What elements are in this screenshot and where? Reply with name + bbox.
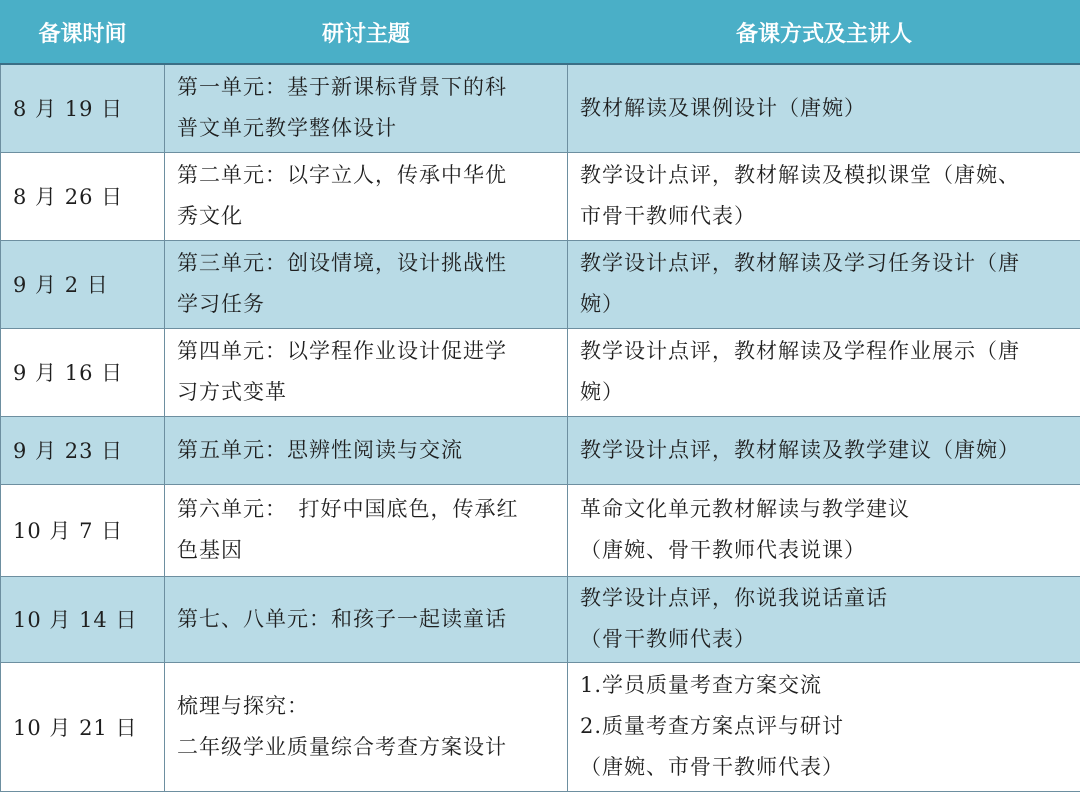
method-cell: [568, 152, 1080, 240]
date-cell: 8 月 19 日: [1, 64, 165, 152]
method-line: 婉）: [580, 372, 1070, 413]
method-line: 教学设计点评，教材解读及模拟课堂（唐婉、: [580, 155, 1070, 196]
date-cell: 9 月 23 日: [1, 416, 165, 484]
method-line: 革命文化单元教材解读与教学建议: [580, 489, 1070, 530]
method-line: 教学设计点评，教材解读及学程作业展示（唐: [580, 331, 1070, 372]
topic-line: 习方式变革: [177, 372, 557, 413]
date-cell: 10 月 14 日: [1, 576, 165, 662]
topic-line: 色基因: [177, 530, 557, 571]
method-cell: [568, 64, 1080, 152]
table-row: [1, 240, 1080, 328]
date-cell: 9 月 2 日: [1, 240, 165, 328]
table-row: [1, 328, 1080, 416]
method-line: （骨干教师代表）: [580, 619, 1070, 660]
method-line: 婉）: [580, 284, 1070, 325]
topic-line: 普文单元教学整体设计: [177, 108, 557, 149]
topic-cell: [165, 152, 568, 240]
topic-line: 第二单元：以字立人，传承中华优: [177, 155, 557, 196]
method-cell: [568, 662, 1080, 791]
topic-line: 第四单元：以学程作业设计促进学: [177, 331, 557, 372]
method-cell: [568, 240, 1080, 328]
topic-cell: [165, 484, 568, 576]
date-cell: 8 月 26 日: [1, 152, 165, 240]
topic-cell: [165, 328, 568, 416]
topic-line: 第一单元：基于新课标背景下的科: [177, 67, 557, 108]
topic-line: 二年级学业质量综合考查方案设计: [177, 727, 557, 768]
topic-cell: [165, 662, 568, 791]
topic-line: 第七、八单元：和孩子一起读童话: [177, 599, 557, 640]
method-line: （唐婉、骨干教师代表说课）: [580, 530, 1070, 571]
table-row: [1, 484, 1080, 576]
topic-line: 秀文化: [177, 196, 557, 237]
method-line: 1.学员质量考查方案交流: [580, 665, 1070, 706]
method-cell: [568, 416, 1080, 484]
method-line: 教学设计点评，你说我说话童话: [580, 578, 1070, 619]
method-line: 2.质量考查方案点评与研讨: [580, 706, 1070, 747]
table-row: [1, 576, 1080, 662]
method-cell: [568, 328, 1080, 416]
method-line: 市骨干教师代表）: [580, 196, 1070, 237]
date-cell: 9 月 16 日: [1, 328, 165, 416]
date-cell: 10 月 7 日: [1, 484, 165, 576]
method-line: 教学设计点评，教材解读及教学建议（唐婉）: [580, 430, 1070, 471]
table-row: [1, 64, 1080, 152]
topic-line: 第三单元：创设情境，设计挑战性: [177, 243, 557, 284]
header-method: 备课方式及主讲人: [568, 1, 1080, 65]
method-cell: [568, 576, 1080, 662]
table-row: [1, 416, 1080, 484]
table-header-row: [1, 1, 1080, 65]
method-cell: [568, 484, 1080, 576]
table-row: [1, 662, 1080, 791]
method-line: 教材解读及课例设计（唐婉）: [580, 88, 1070, 129]
topic-cell: [165, 64, 568, 152]
topic-line: 第六单元： 打好中国底色，传承红: [177, 489, 557, 530]
topic-cell: [165, 576, 568, 662]
date-cell: 10 月 21 日: [1, 662, 165, 791]
header-topic: 研讨主题: [165, 1, 568, 65]
topic-line: 梳理与探究：: [177, 686, 557, 727]
table-row: [1, 152, 1080, 240]
method-line: 教学设计点评，教材解读及学习任务设计（唐: [580, 243, 1070, 284]
topic-line: 学习任务: [177, 284, 557, 325]
topic-cell: [165, 416, 568, 484]
method-line: （唐婉、市骨干教师代表）: [580, 747, 1070, 788]
topic-cell: [165, 240, 568, 328]
header-time: 备课时间: [1, 1, 165, 65]
topic-line: 第五单元：思辨性阅读与交流: [177, 430, 557, 471]
